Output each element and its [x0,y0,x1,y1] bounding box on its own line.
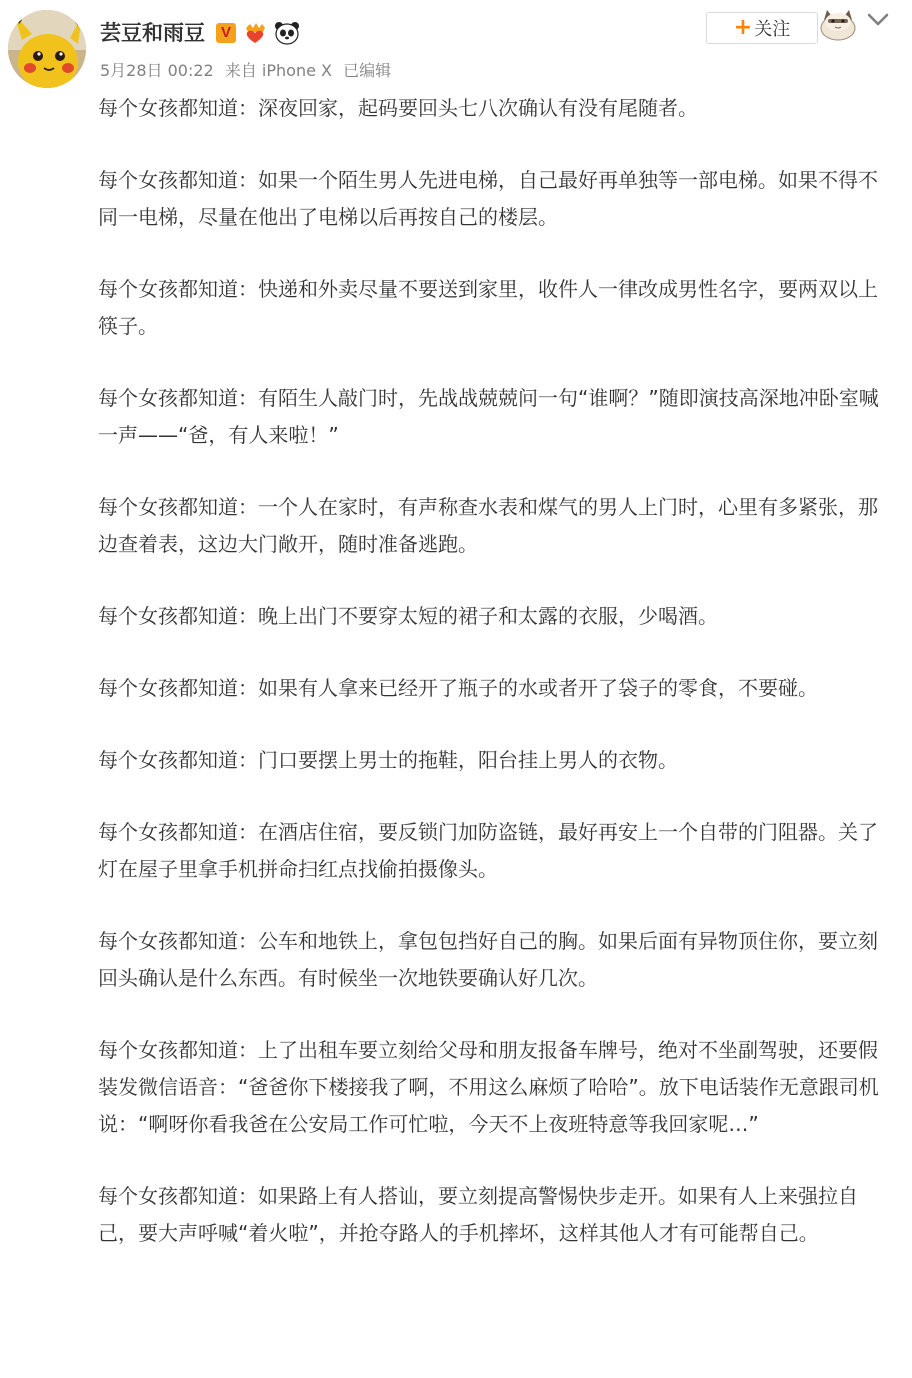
username[interactable]: 芸豆和雨豆 [100,21,205,45]
post-paragraph: 每个女孩都知道：晚上出门不要穿太短的裙子和太露的衣服，少喝酒。 [98,604,718,628]
post-paragraph: 每个女孩都知道：公车和地铁上，拿包包挡好自己的胸。如果后面有异物顶住你，要立刻回头确认是什么东西。有时候坐一次地铁要确认好几次。 [98,929,878,990]
post-paragraph: 每个女孩都知道：一个人在家时，有声称查水表和煤气的男人上门时，心里有多紧张，那边查着表，这边大门敞开，随时准备逃跑。 [98,495,878,556]
post-paragraph: 每个女孩都知道：在酒店住宿，要反锁门加防盗链，最好再安上一个自带的门阻器。关了灯在屋子里拿手机拼命扫红点找偷拍摄像头。 [98,820,878,881]
chevron-down-icon[interactable] [866,10,890,30]
post-content [98,90,890,1287]
avatar[interactable] [8,10,86,88]
post-paragraph: 每个女孩都知道：如果路上有人搭讪，要立刻提高警惕快步走开。如果有人上来强拉自己，要大声呼喊“着火啦”，并抢夺路人的手机摔坏，这样其他人才有可能帮自己。 [98,1184,858,1245]
post-meta [100,60,397,82]
post-paragraph: 每个女孩都知道：深夜回家，起码要回头七八次确认有没有尾随者。 [98,96,698,120]
post-paragraph: 每个女孩都知道：如果一个陌生男人先进电梯，自己最好再单独等一部电梯。如果不得不同一电梯，尽量在他出了电梯以后再按自己的楼层。 [98,168,878,229]
post-paragraph: 每个女孩都知道：快递和外卖尽量不要送到家里，收件人一律改成男性名字，要两双以上筷子。 [98,277,878,338]
edited-label[interactable]: 已编辑 [343,61,392,80]
post-paragraph: 每个女孩都知道：有陌生人敲门时，先战战兢兢问一句“谁啊？”随即演技高深地冲卧室喊一声——“爸，有人来啦！” [98,386,879,447]
pikachu-avatar-image [8,10,86,88]
post-header [0,0,912,90]
cat-sticker-icon[interactable] [818,6,858,42]
post-paragraph: 每个女孩都知道：门口要摆上男士的拖鞋，阳台挂上男人的衣物。 [98,748,678,772]
verified-badge-icon[interactable]: V [216,23,236,43]
user-badges [216,20,300,46]
post-date[interactable]: 5月28日 00:22 [100,61,214,80]
plus-icon: + [733,15,753,40]
panda-icon[interactable] [274,21,300,45]
post-paragraph: 每个女孩都知道：如果有人拿来已经开了瓶子的水或者开了袋子的零食，不要碰。 [98,676,818,700]
crown-heart-icon[interactable] [242,22,268,44]
follow-button[interactable] [706,12,818,44]
post-paragraph: 每个女孩都知道：上了出租车要立刻给父母和朋友报备车牌号，绝对不坐副驾驶，还要假装发微信语音：“爸爸你下楼接我了啊，不用这么麻烦了哈哈”。放下电话装作无意跟司机说：“啊呀你看我爸在公安局工作可忙啦，今天不上夜班特意等我回家呢…” [98,1038,879,1136]
follow-label: 关注 [754,19,791,40]
post-source: 来自 iPhone X [224,61,332,80]
